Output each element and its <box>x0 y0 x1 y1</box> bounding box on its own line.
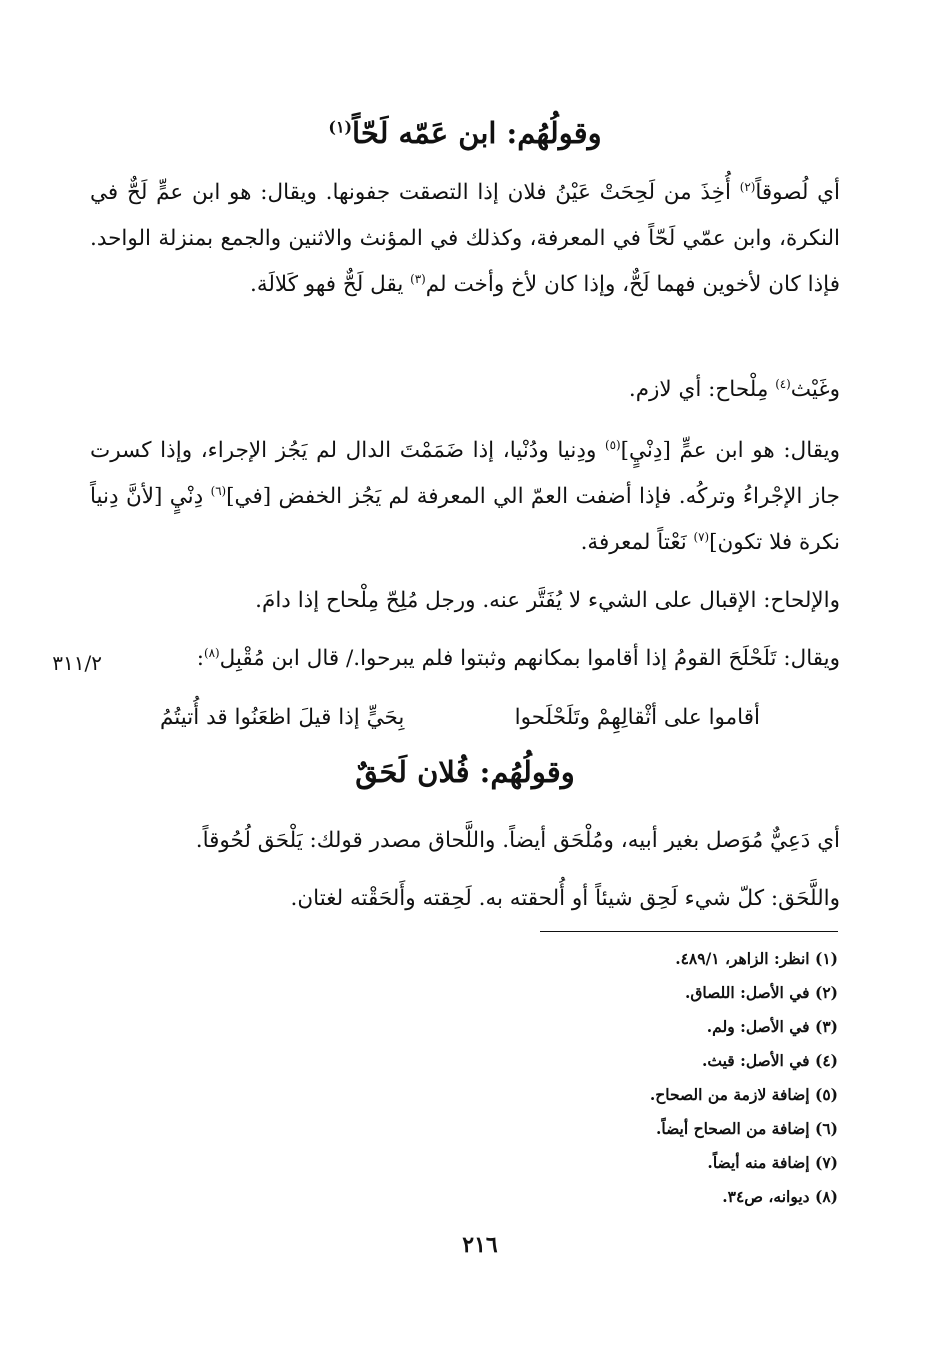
footnote: (٧) إضافة منه أيضاً. <box>707 1153 838 1172</box>
paragraph <box>90 818 840 864</box>
footnote: (١) انظر: الزاهر، ٤٨٩/١. <box>675 949 838 968</box>
paragraph <box>90 428 840 566</box>
heading-text: وقولُهُم: فُلان لَحَقٌ <box>355 755 575 789</box>
paragraph-text: ويقال: تَلَحْلَحَ القومُ إذا أقاموا بمكانهم وثبتوا فلم يبرحوا./ قال ابن مُقْبِل <box>219 646 840 671</box>
margin-reference: ٣١١/٢ <box>52 651 102 675</box>
paragraph-text: وغَيْث <box>790 377 840 402</box>
footnote-marker: (٧) <box>693 529 710 544</box>
verse-second-hemistich: أقاموا على أثْقالِهِمْ وتَلَحْلَحوا <box>514 705 760 730</box>
footnote: (٦) إضافة من الصحاح أيضاً. <box>656 1119 838 1138</box>
footnote: (٨) ديوانه، ص٣٤. <box>722 1187 838 1206</box>
footnote-marker: (٤) <box>775 376 791 391</box>
paragraph <box>90 578 840 624</box>
footnote: (٣) في الأصل: ولم. <box>706 1017 838 1036</box>
paragraph-text: أُخِذَ من لَحِحَتْ عَيْنُ فلان إذا التصقت جفونها. ويقال: هو ابن عمٍّ لَحٌّ في النكرة، وابن عمّي لَحّاً في المعرفة، وكذلك في المؤنث والاثنين والجمع بمنزلة الواحد. فإذا كان لأخوين فهما لَحٌّ، وإذا كان لأخ وأخت لم <box>90 180 840 297</box>
page-number: ٢١٦ <box>462 1232 498 1258</box>
paragraph <box>90 170 840 308</box>
paragraph-text: مِلْحاح: أي لازم. <box>628 377 776 402</box>
heading-text: وقولُهُم: ابن عَمّه لَحّاً <box>352 116 602 150</box>
verse-first-hemistich: بِحَيٍّ إذا قيلَ اظعَنُوا قد أُتيتُمُ <box>160 705 405 730</box>
footnotes-list <box>440 942 838 1214</box>
footnote: (٤) في الأصل: قيث. <box>702 1051 838 1070</box>
footnote-marker: (٢) <box>739 179 756 194</box>
footnote-separator <box>540 931 838 932</box>
footnote-marker: (١) <box>328 117 353 137</box>
footnote-marker: (٨) <box>203 645 220 660</box>
paragraph-text: يقل لَحٌّ فهو كَلالَة. <box>249 272 411 297</box>
paragraph-text: واللَّحَق: كلّ شيء لَحِق شيئاً أو أُلحقته به. لَحِقته وأَلحَقْته لغتان. <box>290 886 840 911</box>
paragraph-text: ودِنيا ودُنْيا، إذا ضَمَمْتَ الدال لم يَجُز الإجراء، وإذا كسرت جاز الإجْراءُ وتركُه. فإذا أضفت العمّ الي المعرفة لم يَجُز الخفض [في] <box>90 438 840 509</box>
poetry-verse <box>160 698 760 738</box>
paragraph-text: ويقال: هو ابن عمٍّ [دِنْيٍ] <box>620 438 841 463</box>
paragraph-text: أي دَعِيٌّ مُوَصل بغير أبيه، ومُلْحَق أيضاً. واللَّحاق مصدر قولك: يَلْحَق لُحُوقاً. <box>195 828 840 853</box>
section-heading <box>90 113 840 153</box>
paragraph <box>90 636 840 682</box>
paragraph <box>90 876 840 922</box>
footnote: (٥) إضافة لازمة من الصحاح. <box>649 1085 838 1104</box>
footnote-marker: (٥) <box>605 437 621 452</box>
section-heading <box>90 752 840 792</box>
paragraph-text: نَعْتاً لمعرفة. <box>580 530 694 555</box>
footnote-marker: (٣) <box>410 271 426 286</box>
footnote: (٢) في الأصل: اللصاق. <box>684 983 838 1002</box>
paragraph-text: دِنْيٍ [لأنَّ دِنياً نكرة فلا تكون] <box>90 484 840 555</box>
footnote-marker: (٦) <box>210 483 227 498</box>
paragraph-text: والإلحاح: الإقبال على الشيء لا يُفَتَّر عنه. ورجل مُلِحّ مِلْحاح إذا دامَ. <box>255 588 840 613</box>
paragraph-text: أي لُصوقاً <box>755 180 840 205</box>
paragraph <box>90 367 840 413</box>
paragraph-text: : <box>196 646 204 671</box>
